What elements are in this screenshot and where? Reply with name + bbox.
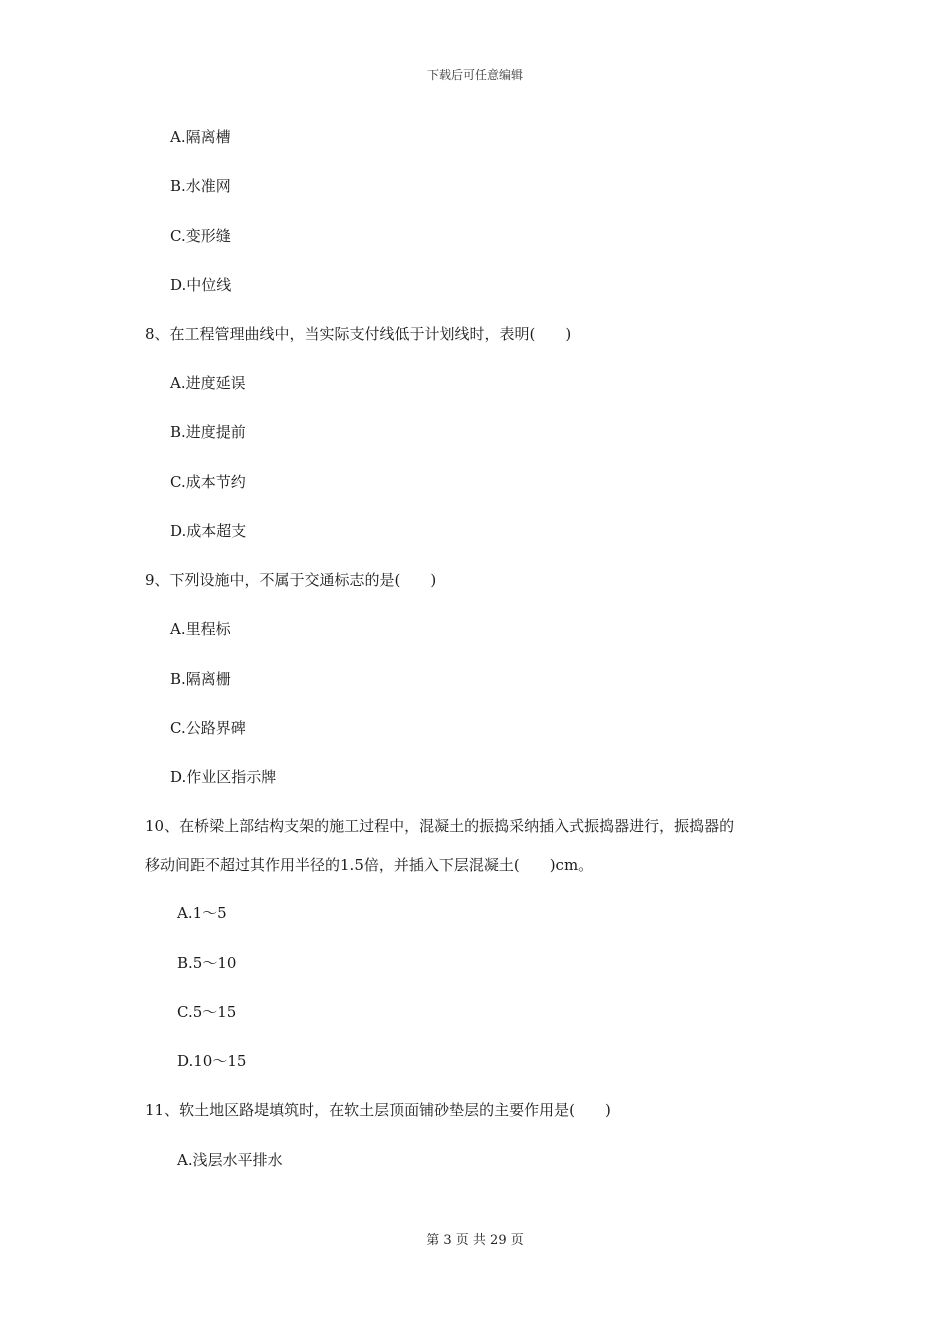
answer-option: D.10～15 xyxy=(177,1052,247,1070)
page-footer: 第 3 页 共 29 页 xyxy=(426,1233,524,1248)
answer-option: D.中位线 xyxy=(170,276,232,294)
question-text: 10、在桥梁上部结构支架的施工过程中，混凝土的振捣采纳插入式振捣器进行，振捣器的 xyxy=(145,817,735,835)
question-text: 11、软土地区路堤填筑时，在软土层顶面铺砂垫层的主要作用是( ) xyxy=(145,1101,611,1119)
question-text: 9、下列设施中，不属于交通标志的是( ) xyxy=(145,571,437,589)
answer-option: B.水准网 xyxy=(170,177,231,195)
answer-option: A.进度延误 xyxy=(170,374,246,392)
page-header: 下载后可任意编辑 xyxy=(426,68,523,82)
answer-option: B.隔离栅 xyxy=(170,670,231,688)
answer-option: D.成本超支 xyxy=(170,522,247,540)
answer-option: C.公路界碑 xyxy=(170,719,246,737)
answer-option: C.成本节约 xyxy=(170,473,246,491)
answer-option: C.变形缝 xyxy=(170,227,231,245)
question-text: 8、在工程管理曲线中，当实际支付线低于计划线时，表明( ) xyxy=(145,325,572,343)
answer-option: B.5～10 xyxy=(177,954,237,972)
question-text: 移动间距不超过其作用半径的1.5倍，并插入下层混凝土( )cm。 xyxy=(145,856,594,874)
answer-option: A.里程标 xyxy=(170,620,231,638)
answer-option: D.作业区指示牌 xyxy=(170,768,277,786)
answer-option: A.隔离槽 xyxy=(170,128,231,146)
answer-option: A.1～5 xyxy=(177,904,227,922)
answer-option: A.浅层水平排水 xyxy=(177,1151,283,1169)
answer-option: B.进度提前 xyxy=(170,423,246,441)
answer-option: C.5～15 xyxy=(177,1003,237,1021)
